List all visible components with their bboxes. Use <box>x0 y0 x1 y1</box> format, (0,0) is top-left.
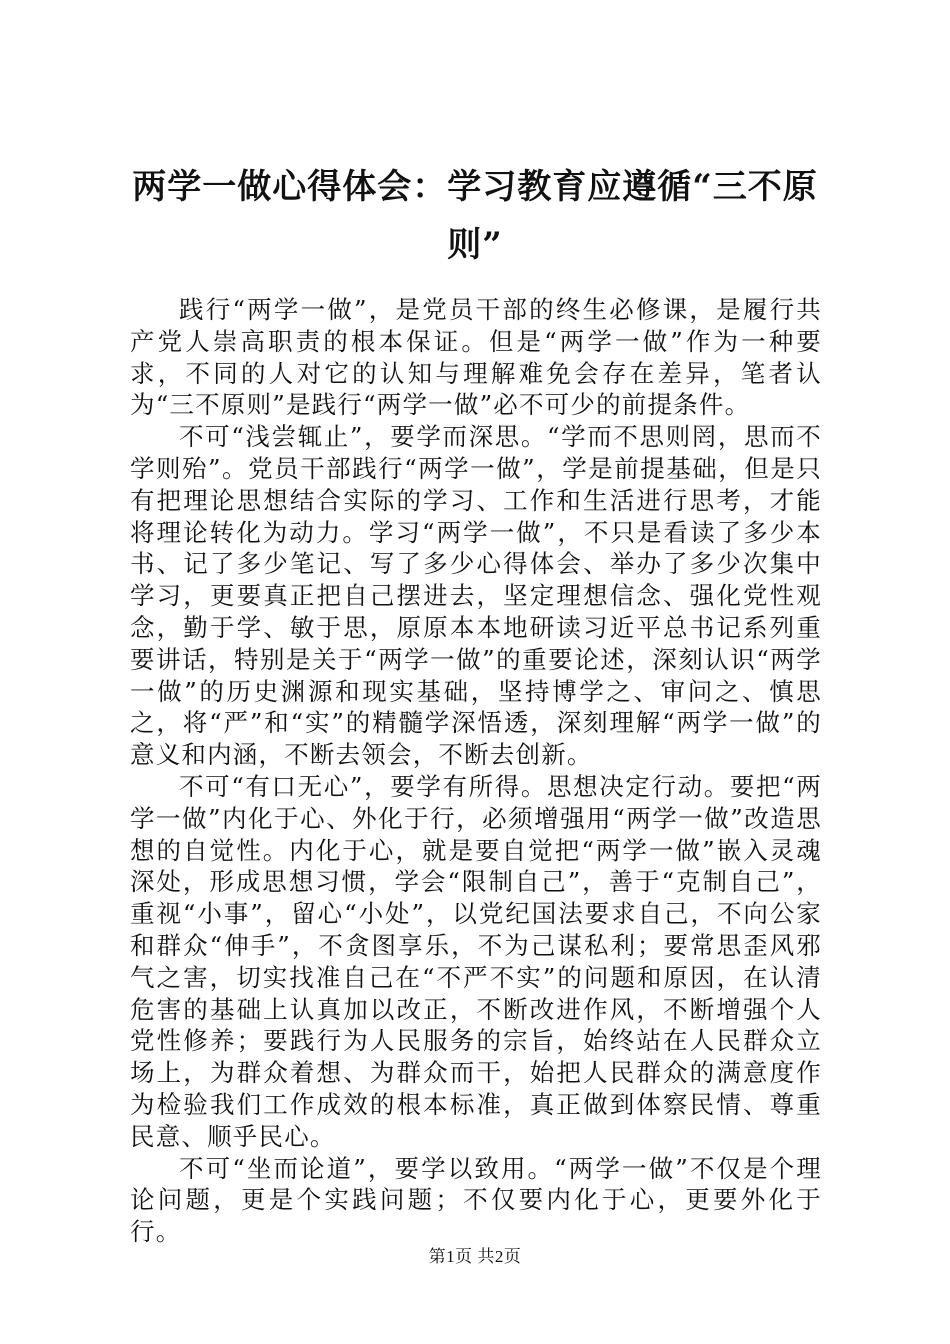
document-body <box>130 294 822 1248</box>
page-number-footer: 第1页 共2页 <box>428 1247 522 1266</box>
paragraph-principle-1: 不可“浅尝辄止”，要学而深思。“学而不思则罔，思而不学则殆”。党员干部践行“两学一做”，学是前提基础，但是只有把理论思想结合实际的学习、工作和生活进行思考，才能将理论转化为动力。学习“两学一做”，不只是看读了多少本书、记了多少笔记、写了多少心得体会、举办了多少次集中学习，更要真正把自己摆进去，坚定理想信念、强化党性观念，勤于学、敏于思，原原本本地研读习近平总书记系列重要讲话，特别是关于“两学一做”的重要论述，深刻认识“两学一做”的历史渊源和现实基础，坚持博学之、审问之、慎思之，将“严”和“实”的精髓学深悟透，深刻理解“两学一做”的意义和内涵，不断去领会，不断去创新。 <box>130 422 822 770</box>
document-title: 两学一做心得体会：学习教育应遵循“三不原则” <box>132 167 818 265</box>
paragraph-principle-3: 不可“坐而论道”，要学以致用。“两学一做”不仅是个理论问题，更是个实践问题；不仅要内化于心，更要外化于行。 <box>130 1153 822 1247</box>
paragraph-principle-2: 不可“有口无心”，要学有所得。思想决定行动。要把“两学一做”内化于心、外化于行，必须增强用“两学一做”改造思想的自觉性。内化于心，就是要自觉把“两学一做”嵌入灵魂深处，形成思想习惯，学会“限制自己”，善于“克制自己”，重视“小事”，留心“小处”，以党纪国法要求自己，不向公家和群众“伸手”，不贪图享乐，不为己谋私利；要常思歪风邪气之害，切实找准自己在“不严不实”的问题和原因，在认清危害的基础上认真加以改正，不断改进作风，不断增强个人党性修养；要践行为人民服务的宗旨，始终站在人民群众立场上，为群众着想、为群众而干，始把人民群众的满意度作为检验我们工作成效的根本标准，真正做到体察民情、尊重民意、顺乎民心。 <box>130 771 822 1151</box>
paragraph-intro: 践行“两学一做”，是党员干部的终生必修课，是履行共产党人崇高职责的根本保证。但是“两学一做”作为一种要求，不同的人对它的认知与理解难免会存在差异，笔者认为“三不原则”是践行“两学一做”必不可少的前提条件。 <box>130 295 822 420</box>
